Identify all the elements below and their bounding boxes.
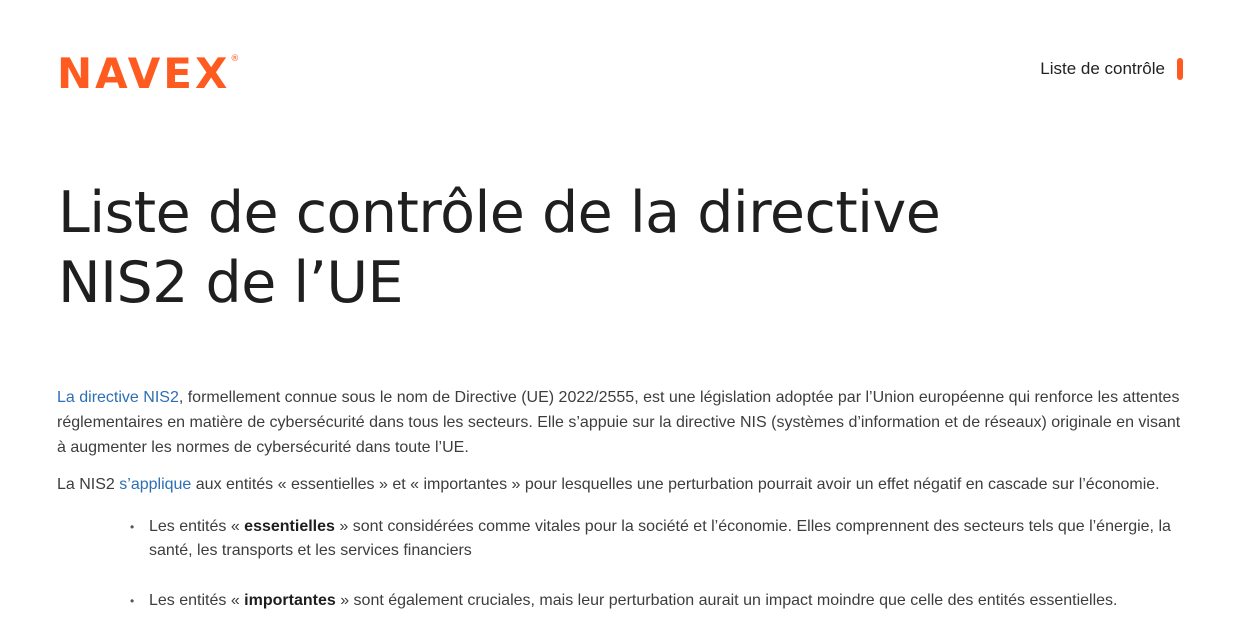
scope-paragraph	[57, 474, 1187, 495]
bullet-bold-term: essentielles	[244, 518, 335, 535]
list-item	[139, 515, 1187, 563]
document-type-text: Liste de contrôle	[1040, 59, 1165, 78]
bullet-bold-term: importantes	[244, 592, 336, 609]
nis2-directive-link[interactable]: La directive NIS2	[57, 389, 179, 406]
document-type-label	[1040, 58, 1183, 80]
bullet-text-post: » sont également cruciales, mais leur perturbation aurait un impact moindre que celle des entités essentielles.	[335, 592, 1118, 609]
applies-link[interactable]: s’applique	[119, 476, 192, 493]
entity-list	[57, 515, 1187, 613]
bullet-text-pre: Les entités «	[149, 518, 245, 535]
intro-paragraph	[57, 385, 1187, 460]
scope-text-end: aux entités « essentielles » et « importantes » pour lesquelles une perturbation pourrait avoir un effet négatif en cascade sur l’économie.	[191, 476, 1160, 493]
title-line-1: Liste de contrôle de la directive	[58, 180, 941, 246]
title-line-2: NIS2 de l’UE	[58, 250, 404, 316]
logo-text: NAVEX	[57, 49, 231, 98]
document-body	[57, 385, 1187, 639]
bullet-text-post: » sont considérées comme vitales pour la société et l’économie. Elles comprennent des secteurs tels que l’énergie, la santé, les transports et les services financiers	[149, 518, 1171, 559]
list-item	[139, 589, 1187, 613]
registered-mark: ®	[230, 54, 240, 64]
bullet-text-pre: Les entités «	[149, 592, 245, 609]
scope-text-start: La NIS2	[57, 476, 120, 493]
navex-logo[interactable]	[57, 49, 240, 98]
accent-bar	[1177, 58, 1183, 80]
intro-text: , formellement connue sous le nom de Directive (UE) 2022/2555, est une législation adoptée par l’Union européenne qui renforce les attentes réglementaires en matière de cybersécurité dans tous les secteurs. Elle s’appuie sur la directive NIS (systèmes d’information et de réseaux) originale en visant à augmenter les normes de cybersécurité dans toute l’UE.	[57, 389, 1181, 456]
page-header	[0, 0, 1240, 130]
page-title	[58, 178, 1158, 318]
